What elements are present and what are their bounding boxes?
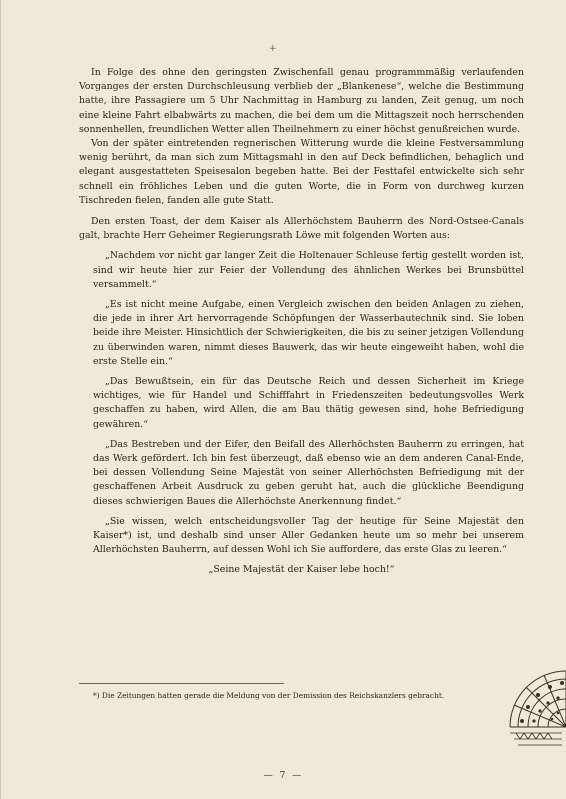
closing-toast: „Seine Majestät der Kaiser lebe hoch!“ bbox=[208, 563, 395, 575]
footnote-rule bbox=[79, 683, 284, 684]
page-number: — 7 — bbox=[263, 771, 304, 781]
quote-paragraph-5: „Sie wissen, welch entscheidungsvoller Tag der heutige für Seine Majestät den Kaiser*) ist, und deshalb sind unser Aller Gedanken heute um so mehr bei unserem Allerhöchsten Bauherrn, auf dessen Wohl ich Sie auffordere, das erste Glas zu leeren.“ bbox=[93, 515, 524, 556]
fold-mark: + bbox=[269, 44, 277, 54]
paragraph-1: In Folge des ohne den geringsten Zwischenfall genau programmmäßig verlaufenden Vorganges der ersten Durchschleusung verblieb der „Blankenese“, welche die Bestimmung hatte, ihre Passagiere um 5 Uhr Nachmittag in Hamburg zu landen, Zeit genug, um noch eine kleine Fahrt elbabwärts zu machen, die bei dem um die Mittagszeit noch herrschenden sonnenhellen, freundlichen Wetter allen Theilnehmern zu einer höchst genußreichen wurde. bbox=[79, 67, 524, 135]
quote-paragraph-4: „Das Bestreben und der Eifer, den Beifall des Allerhöchsten Bauherrn zu erringen, hat das Werk gefördert. Ich bin fest überzeugt, daß ebenso wie an dem anderen Canal-Ende, bei dessen Vollendung Seine Majestät von seiner Allerhöchsten Befriedigung mit der geschaffenen Arbeit Ausdruck zu geben geruht hat, auch die glückliche Beendigung dieses schwierigen Baues die Allerhöchste Anerkennung findet.“ bbox=[93, 438, 524, 507]
corner-ornament-icon bbox=[506, 667, 566, 749]
paragraph-3: Den ersten Toast, der dem Kaiser als Allerhöchstem Bauherrn des Nord-Ostsee-Canals galt, brachte Herr Geheimer Regierungsrath Löwe mit folgenden Worten aus: bbox=[79, 216, 524, 242]
quote-paragraph-3: „Das Bewußtsein, ein für das Deutsche Reich und dessen Sicherheit im Kriege wichtiges, wie für Handel und Schifffahrt in Friedenszeiten bedeutungsvolles Werk geschaffen zu haben, wird Allen, die am Bau thätig gewesen sind, hohe Befriedigung gewähren.“ bbox=[93, 376, 524, 430]
body-text bbox=[79, 66, 524, 577]
paragraph-2: Von der später eintretenden regnerischen Witterung wurde die kleine Festversammlung wenig berührt, da man sich zum Mittagsmahl in den auf Deck befindlichen, behaglich und elegant ausgestatteten Speisesalon begeben hatte. Bei der Festtafel entwickelte sich sehr schnell ein fröhliches Leben und die guten Worte, die in Form von durchweg kurzen Tischreden fielen, fanden alle gute Statt. bbox=[79, 138, 524, 206]
footnote: *) Die Zeitungen hatten gerade die Meldung von der Demission des Reichskanzlers gebracht. bbox=[93, 691, 445, 700]
quote-paragraph-1: „Nachdem vor nicht gar langer Zeit die Holtenauer Schleuse fertig gestellt worden ist, sind wir heute hier zur Feier der Vollendung des ähnlichen Werkes bei Brunsbüttel versammelt.“ bbox=[93, 250, 524, 290]
quote-paragraph-2: „Es ist nicht meine Aufgabe, einen Vergleich zwischen den beiden Anlagen zu ziehen, die jede in ihrer Art hervorragende Schöpfungen der Wasserbautechnik sind. Sie loben beide ihre Meister. Hinsichtlich der Schwierigkeiten, die bis zu seiner jetzigen Vollendung zu überwinden waren, nimmt dieses Bauwerk, das wir heute eingeweiht haben, wohl die erste Stelle ein.“ bbox=[93, 299, 524, 367]
